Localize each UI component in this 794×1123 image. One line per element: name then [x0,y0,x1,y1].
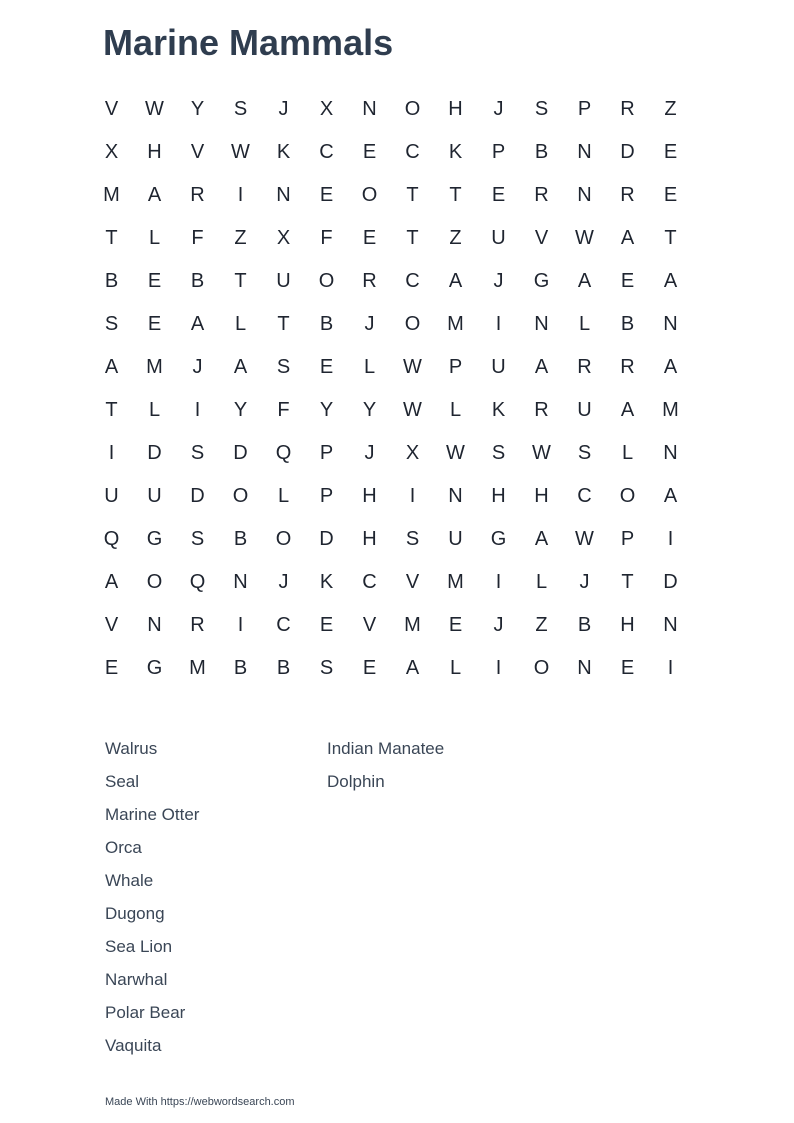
grid-cell: H [147,141,162,163]
grid-cell: R [577,356,592,378]
grid-cell: O [275,528,292,550]
grid-cell: N [233,571,248,593]
grid-cell: M [447,571,464,593]
grid-cell: Y [190,98,205,120]
grid-cell: E [362,657,377,679]
grid-cell: U [104,485,119,507]
grid-cell: S [190,442,205,464]
grid-cell: A [620,399,635,421]
grid-cell: Z [234,227,247,249]
grid-cell: T [406,184,419,206]
grid-cell: H [448,98,463,120]
grid-cell: N [534,313,549,335]
grid-cell: P [577,98,592,120]
grid-cell: S [319,657,334,679]
grid-cell: A [534,356,549,378]
grid-cell: R [190,184,205,206]
grid-cell: O [533,657,550,679]
grid-cell: A [405,657,420,679]
grid-cell: V [362,614,377,636]
grid-cell: J [364,313,375,335]
grid-cell: X [319,98,334,120]
grid-cell: E [620,270,635,292]
footer-credit: Made With https://webwordsearch.com [105,1096,295,1108]
grid-cell: K [276,141,291,163]
grid-cell: I [237,184,244,206]
grid-cell: U [147,485,162,507]
grid-cell: V [104,614,119,636]
grid-cell: J [493,98,504,120]
grid-cell: J [278,571,289,593]
grid-cell: A [663,270,678,292]
grid-cell: D [620,141,635,163]
grid-cell: B [534,141,549,163]
grid-cell: L [449,657,462,679]
grid-cell: O [619,485,636,507]
word-list-item: Polar Bear [105,1003,186,1022]
grid-cell: Y [319,399,334,421]
grid-cell: O [404,98,421,120]
grid-cell: U [577,399,592,421]
grid-cell: K [491,399,506,421]
grid-cell: P [319,485,334,507]
grid-cell: N [276,184,291,206]
grid-cell: W [145,98,164,120]
grid-cell: N [663,313,678,335]
grid-cell: E [491,184,506,206]
grid-cell: W [575,227,594,249]
grid-cell: R [190,614,205,636]
grid-cell: V [405,571,420,593]
grid-cell: C [405,141,420,163]
grid-cell: D [147,442,162,464]
grid-cell: Y [233,399,248,421]
word-list-item: Seal [105,772,140,791]
grid-cell: D [233,442,248,464]
grid-cell: P [620,528,635,550]
grid-cell: W [403,399,422,421]
grid-cell: E [620,657,635,679]
grid-cell: M [447,313,464,335]
grid-cell: M [189,657,206,679]
grid-cell: O [318,270,335,292]
grid-cell: I [194,399,201,421]
grid-cell: E [663,184,678,206]
grid-cell: R [362,270,377,292]
grid-cell: U [491,227,506,249]
grid-cell: J [364,442,375,464]
grid-cell: R [620,184,635,206]
grid-cell: B [104,270,119,292]
grid-cell: T [105,227,118,249]
grid-cell: R [620,98,635,120]
grid-cell: E [362,227,377,249]
grid-cell: W [446,442,465,464]
grid-cell: S [233,98,248,120]
grid-cell: B [276,657,291,679]
grid-cell: K [448,141,463,163]
grid-cell: N [577,141,592,163]
grid-cell: N [448,485,463,507]
grid-cell: F [320,227,333,249]
word-list-item: Vaquita [105,1036,162,1055]
grid-cell: L [234,313,247,335]
grid-cell: M [103,184,120,206]
grid-cell: C [319,141,334,163]
grid-cell: D [663,571,678,593]
grid-cell: I [495,313,502,335]
grid-cell: M [404,614,421,636]
grid-cell: A [147,184,162,206]
grid-cell: V [534,227,549,249]
grid-cell: A [448,270,463,292]
grid-cell: R [534,399,549,421]
grid-cell: M [662,399,679,421]
grid-cell: C [362,571,377,593]
grid-cell: A [534,528,549,550]
grid-cell: E [104,657,119,679]
grid-cell: R [620,356,635,378]
grid-cell: S [534,98,549,120]
grid-cell: E [147,270,162,292]
grid-cell: E [448,614,463,636]
grid-cell: L [363,356,376,378]
grid-cell: B [620,313,635,335]
word-list-item: Dolphin [327,772,385,791]
grid-cell: P [448,356,463,378]
grid-cell: A [104,571,119,593]
grid-cell: T [105,399,118,421]
grid-cell: U [276,270,291,292]
word-list-item: Marine Otter [105,805,200,824]
grid-cell: M [146,356,163,378]
grid-cell: I [667,528,674,550]
grid-cell: W [532,442,551,464]
grid-cell: E [319,184,334,206]
grid-cell: W [231,141,250,163]
grid-cell: J [493,270,504,292]
grid-cell: X [405,442,420,464]
grid-cell: S [577,442,592,464]
grid-cell: B [190,270,205,292]
grid-cell: J [493,614,504,636]
grid-cell: E [147,313,162,335]
grid-cell: I [237,614,244,636]
word-list-item: Indian Manatee [327,739,445,758]
grid-cell: L [148,399,161,421]
grid-cell: C [276,614,291,636]
grid-cell: F [191,227,204,249]
grid-cell: N [663,442,678,464]
grid-cell: Z [449,227,462,249]
grid-cell: V [104,98,119,120]
grid-cell: G [533,270,550,292]
grid-cell: O [361,184,378,206]
grid-cell: Y [362,399,377,421]
grid-cell: H [362,485,377,507]
grid-cell: Z [664,98,677,120]
grid-cell: N [147,614,162,636]
grid-cell: L [535,571,548,593]
grid-cell: E [319,356,334,378]
grid-cell: V [190,141,205,163]
grid-cell: B [233,657,248,679]
grid-cell: E [319,614,334,636]
grid-cell: I [667,657,674,679]
grid-cell: N [577,657,592,679]
grid-cell: T [664,227,677,249]
grid-cell: S [491,442,506,464]
grid-cell: X [276,227,291,249]
page-title: Marine Mammals [103,22,394,63]
grid-cell: J [278,98,289,120]
word-list-item: Narwhal [105,970,168,989]
word-list-item: Walrus [105,739,158,758]
grid-cell: O [404,313,421,335]
grid-cell: T [234,270,247,292]
grid-cell: O [146,571,163,593]
grid-cell: L [578,313,591,335]
grid-cell: D [190,485,205,507]
grid-cell: N [663,614,678,636]
grid-cell: N [577,184,592,206]
grid-cell: T [406,227,419,249]
word-list-item: Sea Lion [105,937,173,956]
grid-cell: Q [189,571,206,593]
grid-cell: T [449,184,462,206]
grid-cell: A [190,313,205,335]
grid-cell: Z [535,614,548,636]
grid-cell: E [663,141,678,163]
word-list-item: Whale [105,871,154,890]
grid-cell: I [495,571,502,593]
grid-cell: E [362,141,377,163]
word-list-item: Orca [105,838,142,857]
grid-cell: D [319,528,334,550]
word-list-item: Dugong [105,904,165,923]
grid-cell: J [192,356,203,378]
grid-cell: L [148,227,161,249]
grid-cell: T [277,313,290,335]
grid-cell: Q [275,442,292,464]
grid-cell: I [409,485,416,507]
grid-cell: L [621,442,634,464]
grid-cell: K [319,571,334,593]
grid-cell: R [534,184,549,206]
grid-cell: B [577,614,592,636]
grid-cell: U [448,528,463,550]
grid-cell: A [663,485,678,507]
grid-cell: C [577,485,592,507]
grid-cell: I [495,657,502,679]
grid-cell: X [104,141,119,163]
grid-cell: W [575,528,594,550]
grid-cell: J [579,571,590,593]
grid-cell: C [405,270,420,292]
grid-cell: B [319,313,334,335]
grid-cell: L [277,485,290,507]
grid-cell: H [491,485,506,507]
grid-cell: S [276,356,291,378]
grid-cell: S [104,313,119,335]
grid-cell: P [319,442,334,464]
grid-cell: L [449,399,462,421]
grid-cell: U [491,356,506,378]
grid-cell: N [362,98,377,120]
grid-cell: H [620,614,635,636]
grid-cell: A [620,227,635,249]
grid-cell: O [232,485,249,507]
grid-cell: G [490,528,507,550]
grid-cell: S [405,528,420,550]
grid-cell: A [104,356,119,378]
grid-cell: I [108,442,115,464]
grid-cell: H [362,528,377,550]
letter-grid [90,88,692,690]
grid-cell: H [534,485,549,507]
grid-cell: A [663,356,678,378]
grid-cell: S [190,528,205,550]
grid-cell: Q [103,528,120,550]
grid-cell: W [403,356,422,378]
word-list [105,732,549,1062]
grid-cell: B [233,528,248,550]
grid-cell: G [146,528,163,550]
grid-cell: F [277,399,290,421]
grid-cell: T [621,571,634,593]
grid-cell: A [577,270,592,292]
grid-cell: A [233,356,248,378]
grid-cell: G [146,657,163,679]
grid-cell: P [491,141,506,163]
